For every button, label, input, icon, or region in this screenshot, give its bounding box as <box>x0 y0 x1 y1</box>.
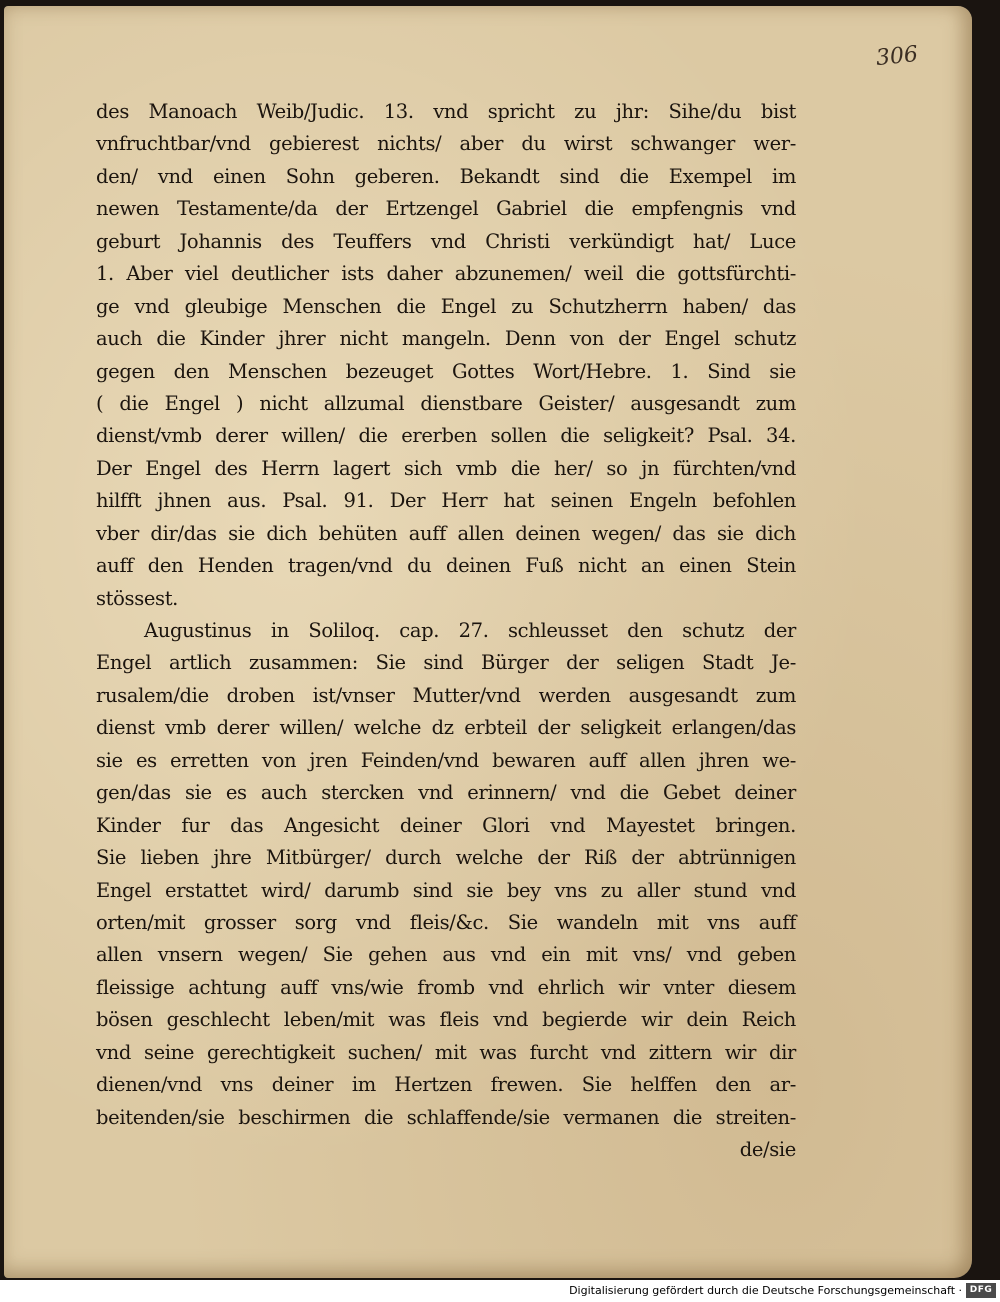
dfg-logo: DFG <box>966 1283 996 1298</box>
text-line: ge vnd gleubige Menschen die Engel zu Schutzherrn haben/ das <box>96 294 796 318</box>
text-line: 1. Aber viel deutlicher ists daher abzunemen/ weil die gottsfürchti- <box>96 262 796 286</box>
text-line: stössest. <box>96 586 179 610</box>
page-number: 306 <box>874 41 920 72</box>
text-line: sie es erretten von jren Feinden/vnd bewaren auff allen jhren we- <box>96 748 796 772</box>
text-line: vnd seine gerechtigkeit suchen/ mit was furcht vnd zittern wir dir <box>96 1040 796 1064</box>
text-line: Engel erstattet wird/ darumb sind sie bey vns zu aller stund vnd <box>96 878 796 902</box>
text-line: vber dir/das sie dich behüten auff allen deinen wegen/ das sie dich <box>96 521 796 545</box>
text-line: ( die Engel ) nicht allzumal dienstbare Geister/ ausgesandt zum <box>96 391 796 415</box>
text-line: newen Testamente/da der Ertzengel Gabriel die empfengnis vnd <box>96 197 796 221</box>
text-line: dienst/vmb derer willen/ die ererben sollen die seligkeit? Psal. 34. <box>96 424 796 448</box>
page-text-block <box>96 96 796 1166</box>
text-line: rusalem/die droben ist/vnser Mutter/vnd werden ausgesandt zum <box>96 683 796 707</box>
text-line: gen/das sie es auch stercken vnd erinnern/ vnd die Gebet deiner <box>96 781 796 805</box>
text-line: auff den Henden tragen/vnd du deinen Fuß nicht an einen Stein <box>96 554 796 578</box>
text-line: Kinder fur das Angesicht deiner Glori vnd Mayestet bringen. <box>96 813 796 837</box>
footer-bar <box>0 1280 1000 1302</box>
text-line: Der Engel des Herrn lagert sich vmb die her/ so jn fürchten/vnd <box>96 456 796 480</box>
text-line: des Manoach Weib/Judic. 13. vnd spricht zu jhr: Sihe/du bist <box>96 100 796 123</box>
text-line: allen vnsern wegen/ Sie gehen aus vnd ein mit vns/ vnd geben <box>96 943 796 967</box>
text-line: fleissige achtung auff vns/wie fromb vnd ehrlich wir vnter diesem <box>96 975 796 999</box>
text-line: dienst vmb derer willen/ welche dz erbteil der seligkeit erlangen/das <box>96 716 796 740</box>
text-line: orten/mit grosser sorg vnd fleis/&c. Sie wandeln mit vns auff <box>96 910 796 934</box>
text-line: bösen geschlecht leben/mit was fleis vnd begierde wir dein Reich <box>96 1008 796 1032</box>
text-line-paragraph-start: Augustinus in Soliloq. cap. 27. schleusset den schutz der <box>144 619 796 642</box>
text-line: vnfruchtbar/vnd gebierest nichts/ aber du wirst schwanger wer- <box>96 132 796 156</box>
text-line: dienen/vnd vns deiner im Hertzen frewen. Sie helffen den ar- <box>96 1073 796 1097</box>
book-page <box>4 6 972 1278</box>
text-line: Sie lieben jhre Mitbürger/ durch welche der Riß der abtrünnigen <box>96 846 796 870</box>
text-line: beitenden/sie beschirmen die schlaffende/sie vermanen die streiten- <box>96 1105 796 1129</box>
text-line: geburt Johannis des Teuffers vnd Christi verkündigt hat/ Luce <box>96 229 796 253</box>
text-line: hilfft jhnen aus. Psal. 91. Der Herr hat seinen Engeln befohlen <box>96 489 796 513</box>
text-line: Engel artlich zusammen: Sie sind Bürger der seligen Stadt Je- <box>96 651 796 675</box>
text-line: den/ vnd einen Sohn geberen. Bekandt sind die Exempel im <box>96 164 796 188</box>
text-line: auch die Kinder jhrer nicht mangeln. Denn von der Engel schutz <box>96 327 796 351</box>
text-line: gegen den Menschen bezeuget Gottes Wort/Hebre. 1. Sind sie <box>96 359 796 383</box>
funding-credit: Digitalisierung gefördert durch die Deutsche Forschungsgemeinschaft · <box>569 1284 962 1297</box>
catchword: de/sie <box>739 1138 796 1161</box>
